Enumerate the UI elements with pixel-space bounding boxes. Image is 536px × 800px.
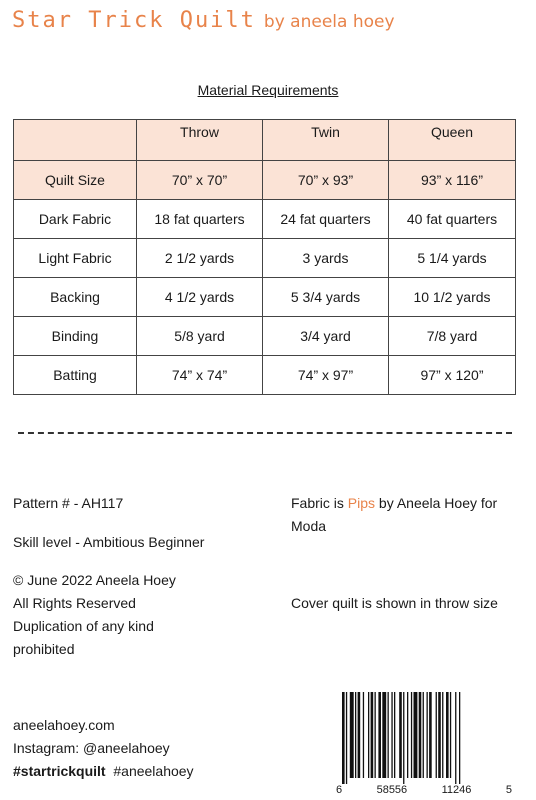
fabric-credit: [291, 492, 497, 538]
cover-note: Cover quilt is shown in throw size: [291, 595, 498, 611]
table-cell: 4 1/2 yards: [137, 278, 263, 317]
table-row: [14, 317, 516, 356]
barcode-bar: [378, 692, 381, 778]
rights-line: All Rights Reserved: [13, 595, 136, 611]
row-label: Dark Fabric: [14, 200, 137, 239]
barcode-bar: [388, 692, 389, 778]
table-cell: 40 fat quarters: [389, 200, 516, 239]
barcode-bar: [350, 692, 354, 778]
barcode-bar: [399, 692, 402, 778]
barcode-bar: [429, 692, 432, 778]
copyright-block: [13, 569, 176, 661]
table-cell: 5/8 yard: [137, 317, 263, 356]
barcode-bar: [442, 692, 443, 778]
barcode-bar: [371, 692, 374, 778]
row-label: Backing: [14, 278, 137, 317]
barcode-bar: [436, 692, 437, 778]
section-title: Material Requirements: [197, 82, 339, 98]
barcode-bar: [403, 692, 404, 784]
barcode-bar: [358, 692, 361, 778]
barcode-bar: [382, 692, 386, 778]
row-label: Quilt Size: [14, 161, 137, 200]
table-row: [14, 161, 516, 200]
barcode-bar: [459, 692, 460, 784]
barcode-bar: [455, 692, 456, 784]
table-cell: 3/4 yard: [263, 317, 389, 356]
hashtag-designer: #aneelahoey: [113, 763, 194, 779]
barcode-digits: [336, 784, 512, 796]
barcode-bar: [342, 692, 345, 784]
barcode-bar: [375, 692, 376, 778]
barcode-digit-group: 58556: [376, 784, 408, 796]
material-requirements-table: [13, 119, 516, 395]
table-cell: 5 3/4 yards: [263, 278, 389, 317]
table-cell: 70” x 93”: [263, 161, 389, 200]
copyright-line: © June 2022 Aneela Hoey: [13, 572, 176, 588]
table-cell: 93” x 116”: [389, 161, 516, 200]
table-cell: 7/8 yard: [389, 317, 516, 356]
fabric-name: Pips: [347, 495, 376, 511]
header-cell-twin: Twin: [263, 120, 389, 161]
duplication-line-2: prohibited: [13, 641, 75, 657]
barcode-digit-group: 6: [336, 784, 343, 796]
barcode-bar: [414, 692, 418, 778]
designer-byline: by aneela hoey: [263, 12, 395, 32]
pattern-number: Pattern # - AH117: [13, 495, 124, 511]
barcode-bar: [438, 692, 441, 778]
page-header: [12, 8, 395, 33]
table-row: [14, 200, 516, 239]
header-cell-throw: Throw: [137, 120, 263, 161]
fabric-prefix: Fabric is: [291, 495, 348, 511]
barcode-bar: [363, 692, 364, 778]
table-row: [14, 356, 516, 395]
table-row: [14, 278, 516, 317]
website-link[interactable]: aneelahoey.com: [13, 717, 115, 733]
skill-level: Skill level - Ambitious Beginner: [13, 534, 205, 550]
barcode-icon: [340, 692, 510, 784]
barcode-digit-group: 5: [505, 784, 512, 796]
table-cell: 74” x 97”: [263, 356, 389, 395]
pattern-title: Star Trick Quilt: [12, 8, 256, 33]
table-header-row: [14, 120, 516, 161]
duplication-line-1: Duplication of any kind: [13, 618, 154, 634]
barcode-bar: [427, 692, 428, 778]
table-row: [14, 239, 516, 278]
header-cell-queen: Queen: [389, 120, 516, 161]
table-cell: 74” x 74”: [137, 356, 263, 395]
barcode-bar: [411, 692, 412, 778]
barcode-bar: [394, 692, 395, 778]
header-cell-empty: [14, 120, 137, 161]
barcode-bar: [407, 692, 408, 778]
barcode-bar: [346, 692, 347, 784]
barcode-bar: [355, 692, 356, 778]
barcode-bar: [391, 692, 392, 778]
row-label: Light Fabric: [14, 239, 137, 278]
table-cell: 10 1/2 yards: [389, 278, 516, 317]
table-cell: 3 yards: [263, 239, 389, 278]
fabric-suffix: by Aneela Hoey for: [375, 495, 498, 511]
table-cell: 70” x 70”: [137, 161, 263, 200]
barcode-bar: [446, 692, 449, 778]
barcode-bar: [419, 692, 422, 778]
fabric-line-2: Moda: [291, 518, 327, 534]
barcode-bar: [368, 692, 369, 778]
row-label: Binding: [14, 317, 137, 356]
instagram-handle[interactable]: Instagram: @aneelahoey: [13, 740, 170, 756]
cut-line-divider: [18, 432, 512, 434]
table-cell: 97” x 120”: [389, 356, 516, 395]
row-label: Batting: [14, 356, 137, 395]
barcode-bar: [450, 692, 451, 778]
table-cell: 24 fat quarters: [263, 200, 389, 239]
barcode-bar: [423, 692, 424, 778]
hashtag-pattern: #startrickquilt: [13, 763, 106, 779]
contact-block: [13, 714, 194, 783]
barcode-digit-group: 11246: [441, 784, 472, 796]
table-cell: 5 1/4 yards: [389, 239, 516, 278]
table-cell: 2 1/2 yards: [137, 239, 263, 278]
table-cell: 18 fat quarters: [137, 200, 263, 239]
